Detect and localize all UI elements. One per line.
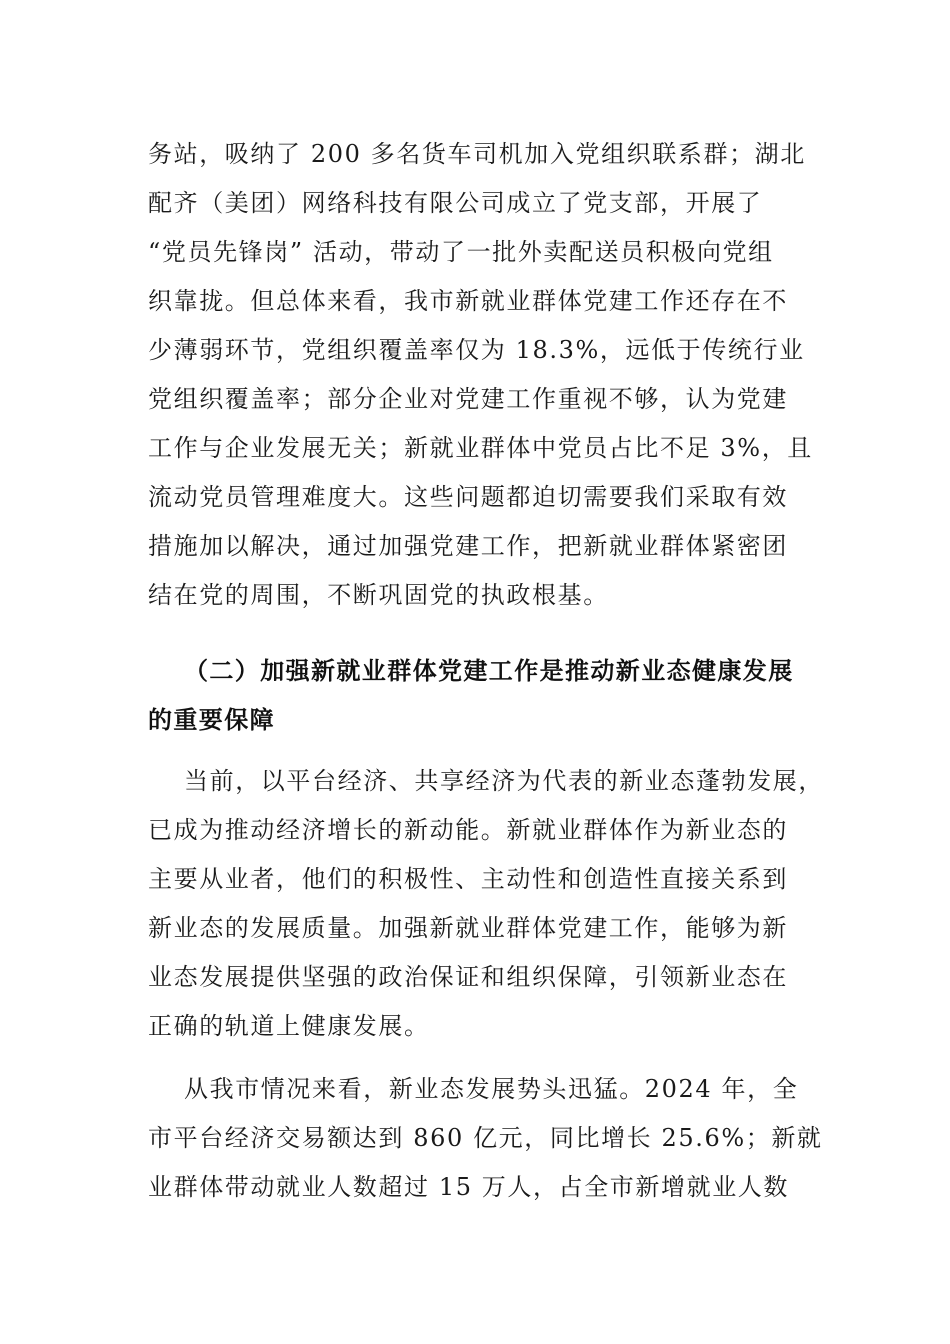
paragraph-3-line-3: 业群体带动就业人数超过 15 万人，占全市新增就业人数 bbox=[148, 1173, 789, 1201]
paragraph-1-line-2: 配齐（美团）网络科技有限公司成立了党支部，开展了 bbox=[148, 189, 763, 217]
paragraph-1-line-6: 党组织覆盖率；部分企业对党建工作重视不够，认为党建 bbox=[148, 385, 788, 413]
paragraph-1-line-4: 织靠拢。但总体来看，我市新就业群体党建工作还存在不 bbox=[148, 287, 788, 315]
paragraph-3-line-2: 市平台经济交易额达到 860 亿元，同比增长 25.6%；新就 bbox=[148, 1124, 823, 1152]
paragraph-2-line-2: 已成为推动经济增长的新动能。新就业群体作为新业态的 bbox=[148, 816, 788, 844]
paragraph-2-line-4: 新业态的发展质量。加强新就业群体党建工作，能够为新 bbox=[148, 914, 788, 942]
paragraph-1-line-8: 流动党员管理难度大。这些问题都迫切需要我们采取有效 bbox=[148, 483, 788, 511]
paragraph-1-line-7: 工作与企业发展无关；新就业群体中党员占比不足 3%，且 bbox=[148, 434, 813, 462]
paragraph-3-line-1: 从我市情况来看，新业态发展势头迅猛。2024 年，全 bbox=[184, 1075, 799, 1103]
paragraph-2-line-6: 正确的轨道上健康发展。 bbox=[148, 1012, 430, 1040]
paragraph-2-line-1: 当前，以平台经济、共享经济为代表的新业态蓬勃发展， bbox=[184, 767, 824, 795]
paragraph-1-line-3: “党员先锋岗” 活动，带动了一批外卖配送员积极向党组 bbox=[148, 238, 774, 266]
paragraph-1-line-1: 务站，吸纳了 200 多名货车司机加入党组织联系群；湖北 bbox=[148, 140, 806, 168]
paragraph-1-line-5: 少薄弱环节，党组织覆盖率仅为 18.3%，远低于传统行业 bbox=[148, 336, 805, 364]
paragraph-1-line-9: 措施加以解决，通过加强党建工作，把新就业群体紧密团 bbox=[148, 532, 788, 560]
section-heading-line-1: （二）加强新就业群体党建工作是推动新业态健康发展 bbox=[184, 657, 794, 685]
paragraph-1-line-10: 结在党的周围，不断巩固党的执政根基。 bbox=[148, 581, 609, 609]
section-heading-line-2: 的重要保障 bbox=[148, 706, 275, 734]
paragraph-2-line-3: 主要从业者，他们的积极性、主动性和创造性直接关系到 bbox=[148, 865, 788, 893]
paragraph-2-line-5: 业态发展提供坚强的政治保证和组织保障，引领新业态在 bbox=[148, 963, 788, 991]
